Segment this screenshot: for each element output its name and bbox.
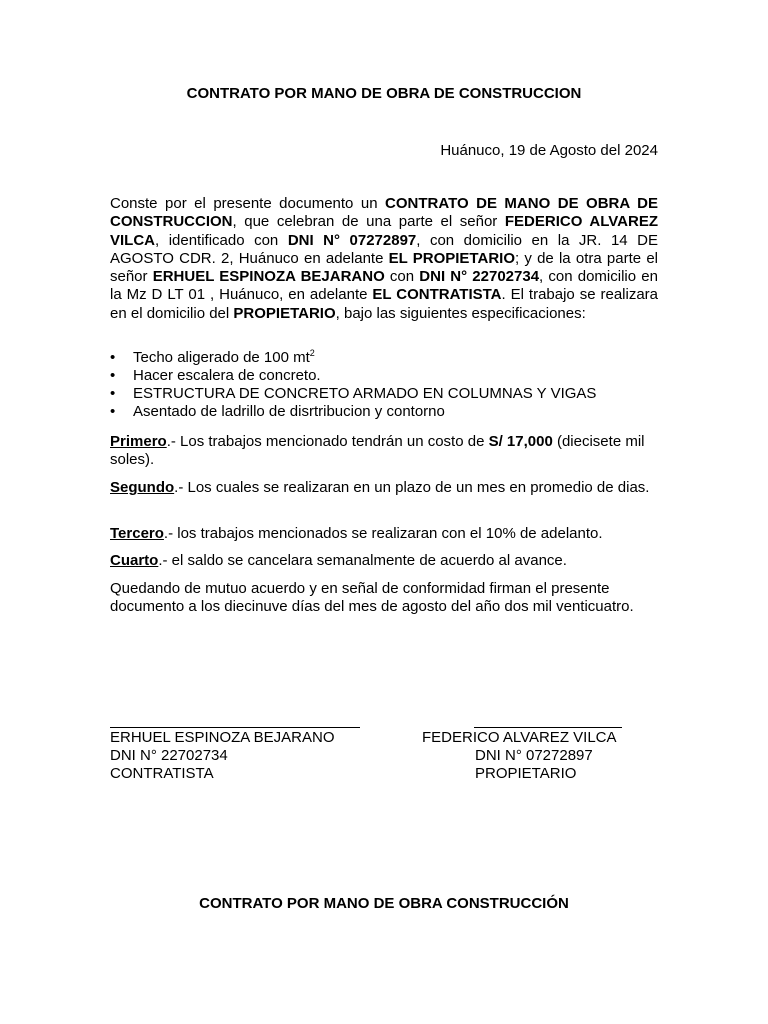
- signature-dni: DNI N° 22702734: [110, 747, 228, 764]
- signature-line-contratista: [110, 727, 360, 728]
- clause-label: Cuarto: [110, 552, 159, 569]
- intro-bold: DNI N° 22702734: [419, 268, 540, 286]
- clause-text: (diecisete mil soles).: [110, 433, 645, 469]
- intro-paragraph: [110, 195, 658, 323]
- intro-bold: CONTRATO DE MANO DE OBRA DE CONSTRUCCION: [110, 195, 658, 231]
- clause-amount: S/ 17,000: [488, 433, 553, 450]
- intro-bold: FEDERICO ALVAREZ VILCA: [110, 213, 658, 249]
- footer-title: CONTRATO POR MANO DE OBRA CONSTRUCCIÓN: [199, 895, 569, 912]
- list-item-text: Asentado de ladrillo de disrtribucion y contorno: [133, 403, 445, 420]
- list-item: [110, 367, 670, 385]
- list-item: [110, 403, 670, 421]
- signature-block-propietario: [475, 747, 593, 783]
- bullet-icon: •: [110, 385, 116, 402]
- clause-text: .- los trabajos mencionados se realizaran con el 10% de adelanto.: [163, 525, 603, 542]
- intro-text: , con domicilio en la JR. 14 DE AGOSTO CDR. 2, Huánuco en adelante: [110, 231, 658, 267]
- list-item-text: Hacer escalera de concreto.: [133, 367, 321, 384]
- signature-line-propietario: [474, 727, 622, 728]
- clause-text: .- Los trabajos mencionado tendrán un costo de: [166, 433, 489, 450]
- list-item: [110, 349, 670, 367]
- clause-label: Segundo: [110, 479, 175, 496]
- signature-role: PROPIETARIO: [475, 765, 577, 782]
- clause-text: .- Los cuales se realizaran en un plazo de un mes en promedio de dias.: [174, 479, 650, 496]
- clause-text: .- el saldo se cancelara semanalmente de acuerdo al avance.: [158, 552, 567, 569]
- intro-bold: EL PROPIETARIO: [388, 249, 515, 267]
- bullet-icon: •: [110, 403, 116, 420]
- clause-label: Tercero: [110, 525, 164, 542]
- specifications-list: [110, 349, 670, 421]
- intro-text: . El trabajo se realizara en el domicilio del: [110, 286, 659, 322]
- superscript: 2: [309, 348, 315, 358]
- clause-primero: [110, 433, 658, 470]
- signature-dni: DNI N° 07272897: [475, 747, 593, 764]
- intro-bold: PROPIETARIO: [233, 304, 336, 322]
- intro-bold: ERHUEL ESPINOZA BEJARANO: [152, 268, 385, 286]
- clause-label: Primero: [110, 433, 167, 450]
- intro-text: , bajo las siguientes especificaciones:: [335, 304, 586, 322]
- clause-cuarto: [110, 552, 658, 570]
- list-item-text: ESTRUCTURA DE CONCRETO ARMADO EN COLUMNAS Y VIGAS: [133, 385, 597, 402]
- signature-name: ERHUEL ESPINOZA BEJARANO: [110, 729, 335, 746]
- intro-bold: EL CONTRATISTA: [372, 286, 502, 304]
- bullet-icon: •: [110, 349, 116, 366]
- document-title: CONTRATO POR MANO DE OBRA DE CONSTRUCCION: [186, 85, 582, 102]
- document-date: Huánuco, 19 de Agosto del 2024: [440, 142, 658, 159]
- signature-block-contratista: [110, 729, 335, 783]
- intro-text: con: [384, 268, 420, 286]
- list-item: [110, 385, 670, 403]
- intro-text: , que celebran de una parte el señor: [232, 213, 505, 231]
- intro-bold: DNI N° 07272897: [287, 231, 417, 249]
- clause-tercero: [110, 525, 658, 543]
- intro-text: ; y de la otra parte el señor: [110, 249, 658, 286]
- signature-role: CONTRATISTA: [110, 765, 214, 782]
- list-item-text: Techo aligerado de 100 mt: [133, 349, 310, 366]
- intro-text: , con domicilio en la Mz D LT 01 , Huánuco, en adelante: [110, 268, 658, 304]
- intro-text: , identificado con: [155, 231, 288, 249]
- intro-text: Conste por el presente documento un: [110, 195, 386, 212]
- closing-paragraph: Quedando de mutuo acuerdo y en señal de conformidad firman el presente documento a los diecinuve días del mes de agosto del año dos mil venticuatro.: [110, 580, 634, 616]
- clause-segundo: [110, 479, 658, 497]
- bullet-icon: •: [110, 367, 116, 384]
- signature-name-propietario: FEDERICO ALVAREZ VILCA: [422, 729, 617, 746]
